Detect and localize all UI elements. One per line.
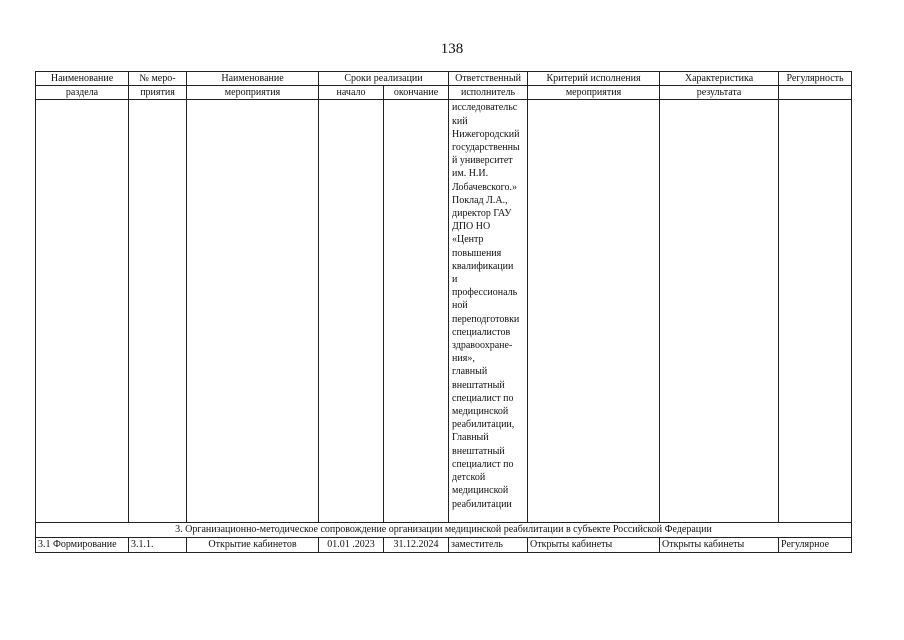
header-activity-name-2: мероприятия <box>187 86 319 100</box>
header-activity-name: Наименование <box>187 72 319 86</box>
performer-line: специалист по <box>452 458 514 470</box>
header-section-name: Наименование <box>36 72 129 86</box>
table-row <box>36 538 852 553</box>
performer-line: Поклад Л.А., <box>452 194 508 206</box>
header-performer-2: исполнитель <box>449 86 528 100</box>
performer-line: «Центр <box>452 234 484 246</box>
performer-line: переподготовки <box>452 313 520 325</box>
performer-line: квалификации <box>452 260 514 272</box>
performer-line: реабилитации, <box>452 419 515 431</box>
cell-empty <box>319 100 384 523</box>
continuation-row <box>36 100 852 523</box>
header-activity-number: № меро- <box>129 72 187 86</box>
performer-line: им. Н.И. <box>452 168 489 180</box>
header-activity-number-2: приятия <box>129 86 187 100</box>
row-name: Открытие кабинетов <box>187 538 319 553</box>
page-number: 138 <box>440 41 464 57</box>
performer-line: ДПО НО <box>452 221 491 233</box>
performer-line: внештатный <box>452 445 505 457</box>
cell-empty <box>779 100 852 523</box>
header-end: окончание <box>384 86 449 100</box>
performer-line: исследовательс <box>452 102 518 114</box>
cell-empty <box>36 100 129 523</box>
performer-line: реабилитации <box>452 498 512 510</box>
cell-empty <box>528 100 660 523</box>
performer-line: здравоохране- <box>452 340 513 352</box>
performer-line: й университет <box>452 155 513 167</box>
performer-line: медицинской <box>452 485 509 497</box>
performer-line: директор ГАУ <box>452 208 512 220</box>
row-number: 3.1.1. <box>129 538 187 553</box>
row-result: Открыты кабинеты <box>660 538 779 553</box>
performer-line: медицинской <box>452 406 509 418</box>
header-criterion: Критерий исполнения <box>528 72 660 86</box>
performer-line: кий <box>452 115 468 127</box>
cell-empty <box>129 100 187 523</box>
cell-empty <box>660 100 779 523</box>
performer-line: профессиональ <box>452 287 518 299</box>
performer-line: детской <box>452 472 486 484</box>
row-section: 3.1 Формирование <box>36 538 129 553</box>
performer-continuation <box>449 100 528 523</box>
cell-empty <box>384 100 449 523</box>
performer-line: Нижегородский <box>452 128 520 140</box>
header-row-2 <box>36 86 852 100</box>
performer-line: Главный <box>452 432 489 444</box>
header-result-2: результата <box>660 86 779 100</box>
performer-line: специалистов <box>452 326 511 338</box>
section-header-row <box>36 523 852 538</box>
performer-line: и <box>452 274 458 286</box>
cell-empty <box>187 100 319 523</box>
performer-line: Лобачевского.» <box>452 181 517 193</box>
header-section-name-2: раздела <box>36 86 129 100</box>
header-start: начало <box>319 86 384 100</box>
header-result: Характеристика <box>660 72 779 86</box>
header-row <box>36 72 852 86</box>
row-performer: заместитель <box>449 538 528 553</box>
header-timeline: Сроки реализации <box>319 72 449 86</box>
performer-line: главный <box>452 366 488 378</box>
performer-line: государственны <box>452 142 520 154</box>
row-start: 01.01 .2023 <box>319 538 384 553</box>
performer-line: внештатный <box>452 379 505 391</box>
header-performer: Ответственный <box>449 72 528 86</box>
row-regularity: Регулярное <box>779 538 852 553</box>
performer-line: ния», <box>452 353 475 365</box>
performer-line: специалист по <box>452 392 514 404</box>
performer-line: ной <box>452 300 468 312</box>
performer-line: повышения <box>452 247 502 259</box>
section-title: 3. Организационно-методическое сопровождение организации медицинской реабилитации в субъекте Российской Федерации <box>36 523 852 538</box>
row-criterion: Открыты кабинеты <box>528 538 660 553</box>
row-end: 31.12.2024 <box>384 538 449 553</box>
header-regularity-2 <box>779 86 852 100</box>
activity-table <box>35 71 852 553</box>
header-criterion-2: мероприятия <box>528 86 660 100</box>
header-regularity: Регулярность <box>779 72 852 86</box>
